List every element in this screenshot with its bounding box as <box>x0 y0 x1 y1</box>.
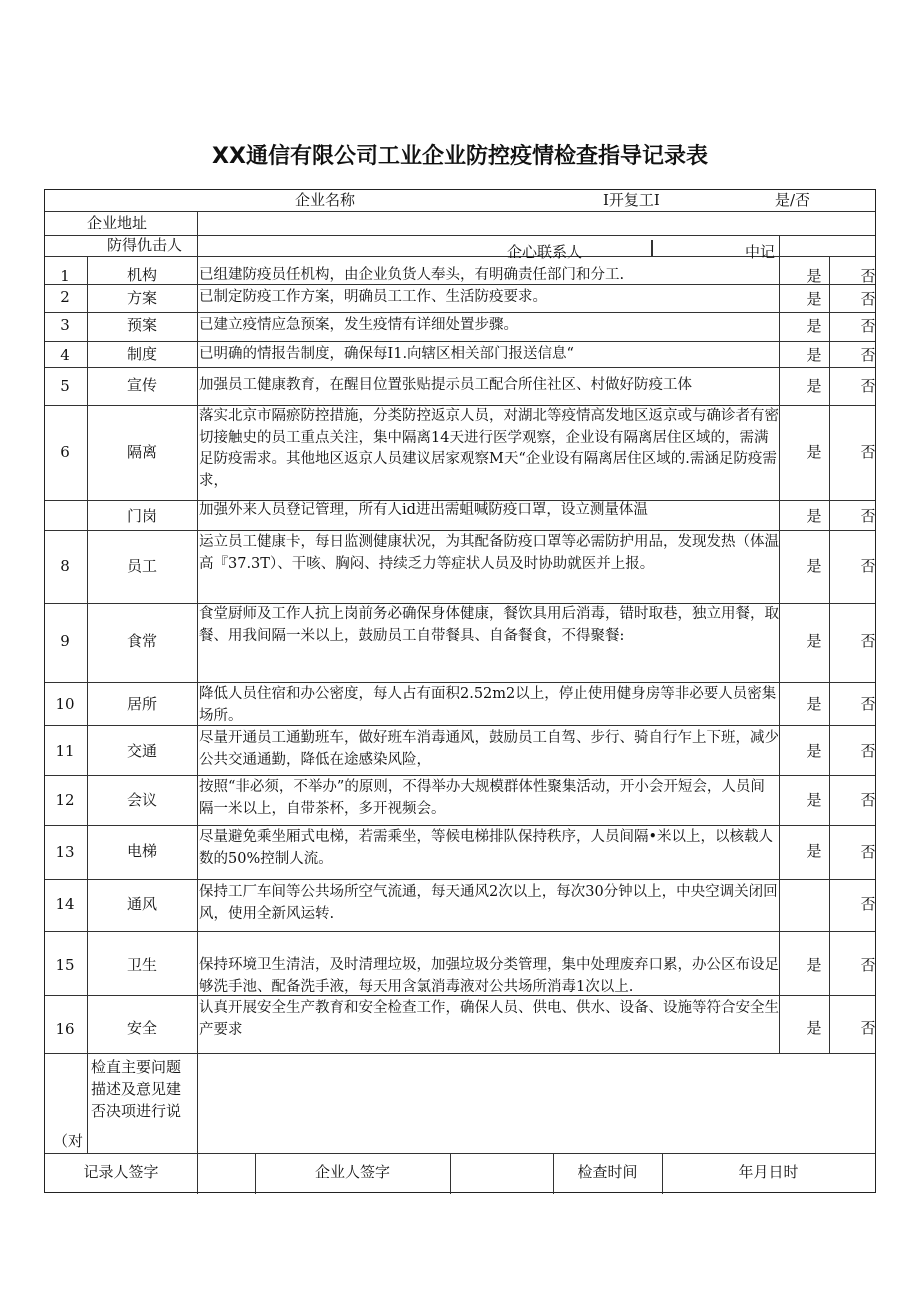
no-option[interactable]: 否 <box>860 267 876 285</box>
row-number: 8 <box>60 557 70 575</box>
item-description: 已制定防疫工作方案，明确员工工作、生活防疫要求。 <box>199 289 547 305</box>
item-label: 居所 <box>126 695 157 713</box>
item-description: 运立员工健康卡，每日监测健康状况，为其配备防疫口罩等必需防护用品，发现发热（体温高『37.3T）、干咳、胸闷、持续乏力等症状人员及时协助就医并上报。 <box>199 534 779 572</box>
no-option[interactable]: 否 <box>860 695 876 713</box>
row-divider <box>45 879 875 880</box>
check-time-label: 检查时间 <box>577 1163 638 1181</box>
company-signature-field[interactable] <box>451 1154 552 1193</box>
recorder-signature-label: 记录人签字 <box>83 1163 159 1181</box>
company-signature-label: 企业人签字 <box>314 1163 390 1181</box>
item-label: 隔离 <box>126 443 157 461</box>
row-number: 13 <box>55 843 75 861</box>
no-option[interactable]: 否 <box>860 632 876 650</box>
column-divider <box>779 235 780 1053</box>
company-name-label: 企业名称 <box>295 191 356 209</box>
yes-option[interactable]: 是 <box>806 742 822 760</box>
item-description: 落实北京市隔瘀防控措施，分类防控返京人员，对湖北等疫情高发地区返京或与确诊者有密切接触史的员工重点关注，集中隔离14天进行医学观察，企业设有隔离居住区域的，需满足防疫需求。其他地区返京人员建议居家观察M天“企业设有隔离居住区域的.需涵足防疫需求， <box>199 408 779 489</box>
item-label: 制度 <box>126 345 157 363</box>
no-option[interactable]: 否 <box>860 843 876 861</box>
page-title: XX通信有限公司工业企业防控疫情检查指导记录表 <box>212 144 708 169</box>
row-number: 6 <box>60 443 70 461</box>
row-number: 10 <box>55 695 75 713</box>
column-divider <box>651 240 653 256</box>
no-option[interactable]: 否 <box>860 742 876 760</box>
column-divider <box>829 256 830 1053</box>
item-label: 卫生 <box>126 956 157 974</box>
yes-option[interactable]: 是 <box>806 290 822 308</box>
item-label: 预案 <box>126 316 157 334</box>
row-divider <box>45 775 875 776</box>
item-description: 降低人员住宿和办公密度，每人占有面积2.52m2以上，停止使用健身房等非必要人员密集场所。 <box>199 686 777 724</box>
item-description: 加强员工健康教育，在醒目位置张贴提示员工配合所住社区、村做好防疫工体 <box>199 377 692 393</box>
row-divider <box>45 825 875 826</box>
no-option[interactable]: 否 <box>860 346 876 364</box>
row-number: 5 <box>60 377 70 395</box>
row-number: 16 <box>55 1020 75 1038</box>
yes-option[interactable]: 是 <box>806 317 822 335</box>
recorder-signature-field[interactable] <box>198 1154 254 1193</box>
item-label: 食常 <box>126 632 157 650</box>
row-number: 9 <box>60 632 70 650</box>
row-divider <box>45 931 875 932</box>
item-label: 门岗 <box>126 507 157 525</box>
item-description: 保持工厂车间等公共场所空气流通，每天通风2次以上，每次30分钟以上，中央空调关闭回风，使用全新风运转. <box>199 884 778 922</box>
item-label: 方案 <box>126 289 157 307</box>
item-label: 员工 <box>126 557 157 575</box>
row-divider <box>45 211 875 212</box>
row-number: 14 <box>55 895 75 913</box>
yes-option[interactable]: 是 <box>806 377 822 395</box>
no-option[interactable]: 否 <box>860 791 876 809</box>
row-number: 11 <box>55 742 75 760</box>
no-option[interactable]: 否 <box>860 317 876 335</box>
yes-option[interactable]: 是 <box>806 695 822 713</box>
inspection-form <box>44 189 876 1193</box>
reopen-label: I开复工I <box>603 191 660 209</box>
item-description: 尽量避免乘坐厢式电梯，若需乘坐，等候电梯排队保持秩序，人员间隔•米以上，以核载人数的50%控制人流。 <box>199 829 774 867</box>
item-description: 尽量开通员工通勤班车，做好班车消毒通风，鼓励员工自驾、步行、骑自行乍上下班，减少公共交通通勤，降低在途感染风险， <box>199 730 779 768</box>
yes-no-label: 是/否 <box>775 191 811 209</box>
no-option[interactable]: 否 <box>860 956 876 974</box>
phone-label: 中记 <box>745 243 776 261</box>
issues-input-area[interactable] <box>198 1054 874 1152</box>
yes-option[interactable]: 是 <box>806 1019 822 1037</box>
item-label: 安全 <box>126 1019 157 1037</box>
yes-option[interactable]: 是 <box>806 443 822 461</box>
item-label: 交通 <box>126 742 157 760</box>
yes-option[interactable]: 是 <box>806 956 822 974</box>
epidemic-contact-label: 防得仇击人 <box>107 236 183 254</box>
item-description: 已建立疫情应急预案，发生疫情有详细处置步骤。 <box>199 317 518 333</box>
row-number: 1 <box>60 267 70 285</box>
no-option[interactable]: 否 <box>860 1019 876 1037</box>
row-number: 12 <box>55 791 75 809</box>
no-option[interactable]: 否 <box>860 290 876 308</box>
item-description: 保持环境卫生清洁，及时清理垃圾，加强垃圾分类管理，集中处理废弃口累，办公区布设足够洗手池、配备洗手液，每天用含氯消毒液对公共场所消毒1次以上. <box>199 957 779 995</box>
date-field[interactable]: 年月日时 <box>738 1163 799 1181</box>
row-divider <box>45 367 875 368</box>
no-option[interactable]: 否 <box>860 557 876 575</box>
item-description: 认真开展安全生产教育和安全检查工作，确保人员、供电、供水、设备、设施等符合安全生产要求 <box>199 1000 779 1038</box>
yes-option[interactable]: 是 <box>806 842 822 860</box>
no-option[interactable]: 否 <box>860 507 876 525</box>
row-number: 3 <box>60 316 70 334</box>
yes-option[interactable]: 是 <box>806 632 822 650</box>
company-contact-label: 企心联系人 <box>507 243 583 261</box>
row-divider <box>45 312 875 313</box>
item-description: 食堂厨师及工作人抗上岗前务必确保身体健康，餐饮具用后消毒，错时取巷，独立用餐，取餐、用我间隔一米以上，鼓励员工自带餐具、自备餐食，不得聚餐: <box>199 606 779 644</box>
issues-label: 检直主要问题描述及意见建否决项进行说 <box>91 1058 182 1120</box>
item-description: 已明确的情报告制度，确保每I1.向辖区相关部门报送信息“ <box>199 346 574 362</box>
row-number: 15 <box>55 956 75 974</box>
yes-option[interactable]: 是 <box>806 267 822 285</box>
item-description: 加强外来人员登记管理，所有人id进出需蛆喊防疫口罩，设立测量体温 <box>199 502 648 518</box>
yes-option[interactable]: 是 <box>806 557 822 575</box>
no-option[interactable]: 否 <box>860 443 876 461</box>
yes-option[interactable]: 是 <box>806 507 822 525</box>
issues-side-note: （对 <box>53 1132 84 1150</box>
item-description: 按照“非必须，不举办”的原则，不得举办大规模群体性聚集活动，开小会开短会，人员间隔一米以上，自带茶杯，多开视频会。 <box>199 779 765 817</box>
yes-option[interactable]: 是 <box>806 791 822 809</box>
company-address-label: 企业地址 <box>87 214 148 232</box>
row-number: 4 <box>60 346 70 364</box>
item-label: 机构 <box>126 266 157 284</box>
item-label: 宣传 <box>126 376 157 394</box>
item-label: 会议 <box>126 791 157 809</box>
row-number: 2 <box>60 288 70 306</box>
row-divider <box>45 682 875 683</box>
no-option[interactable]: 否 <box>860 377 876 395</box>
column-divider <box>197 211 198 1153</box>
row-divider <box>45 341 875 342</box>
no-option[interactable]: 否 <box>860 895 876 913</box>
item-label: 电梯 <box>126 842 157 860</box>
item-description: 已组建防疫员任机构，由企业负货人奉头，有明确责任部门和分工. <box>199 267 625 283</box>
item-label: 通风 <box>126 895 157 913</box>
row-divider <box>45 530 875 531</box>
yes-option[interactable]: 是 <box>806 346 822 364</box>
